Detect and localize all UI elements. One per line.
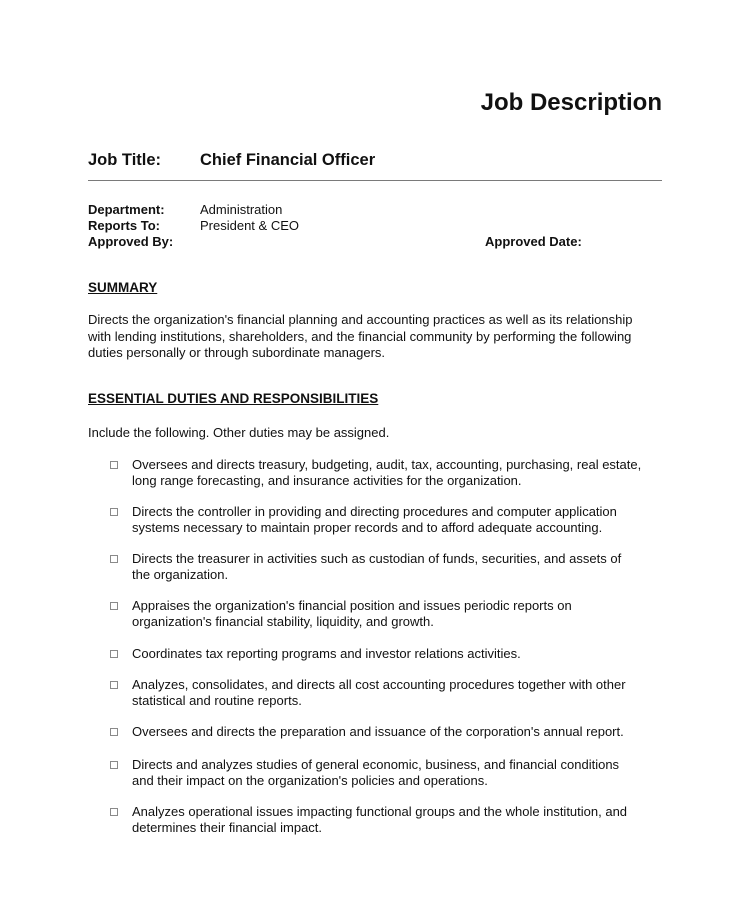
duty-item: [110, 646, 670, 662]
duty-line: Oversees and directs the preparation and issuance of the corporation's annual report.: [132, 724, 624, 739]
duty-line: Directs the treasurer in activities such as custodian of funds, securities, and assets of: [132, 551, 622, 566]
department-value: Administration: [200, 202, 283, 217]
checkbox-bullet-icon: [110, 555, 118, 563]
checkbox-bullet-icon: [110, 728, 118, 736]
department-label: Department:: [88, 202, 165, 217]
duty-line: Appraises the organization's financial position and issues periodic reports on: [132, 598, 572, 613]
summary-line: with lending institutions, shareholders, and the financial community by performing the following: [88, 328, 632, 344]
duty-line: Analyzes, consolidates, and directs all cost accounting procedures together with other: [132, 677, 626, 692]
document-title: Job Description: [480, 89, 662, 116]
duty-line: determines their financial impact.: [132, 820, 323, 835]
duty-item: [110, 457, 670, 489]
reports-to-row: [88, 218, 662, 234]
duty-item: [110, 504, 670, 536]
duty-line: long range forecasting, and insurance activities for the organization.: [132, 473, 522, 488]
checkbox-bullet-icon: [110, 508, 118, 516]
checkbox-bullet-icon: [110, 650, 118, 658]
summary-line: Directs the organization's financial planning and accounting practices as well as its relationship: [88, 312, 633, 327]
duty-item: [110, 757, 670, 789]
approval-row: [88, 234, 662, 250]
duty-line: Coordinates tax reporting programs and investor relations activities.: [132, 646, 521, 661]
duty-line: organization's financial stability, liquidity, and growth.: [132, 614, 434, 629]
reports-to-label: Reports To:: [88, 218, 160, 233]
summary-line: duties personally or through subordinate managers.: [88, 345, 386, 360]
duty-item: [110, 551, 670, 583]
duty-line: systems necessary to maintain proper records and to afford adequate accounting.: [132, 520, 603, 535]
duties-intro: Include the following. Other duties may be assigned.: [88, 425, 390, 440]
duty-line: Directs and analyzes studies of general economic, business, and financial conditions: [132, 757, 620, 772]
duty-line: statistical and routine reports.: [132, 693, 302, 708]
checkbox-bullet-icon: [110, 761, 118, 769]
duty-line: Oversees and directs treasury, budgeting, audit, tax, accounting, purchasing, real estate,: [132, 457, 642, 472]
summary-heading: SUMMARY: [88, 280, 158, 295]
job-meta-block: [88, 202, 662, 250]
duty-line: Analyzes operational issues impacting functional groups and the whole institution, and: [132, 804, 628, 819]
checkbox-bullet-icon: [110, 602, 118, 610]
horizontal-divider: [88, 180, 662, 181]
job-title-value: Chief Financial Officer: [200, 151, 376, 169]
reports-to-value: President & CEO: [200, 218, 299, 233]
duty-item: [110, 677, 670, 709]
job-title-label: Job Title:: [88, 151, 162, 169]
checkbox-bullet-icon: [110, 461, 118, 469]
duties-heading: ESSENTIAL DUTIES AND RESPONSIBILITIES: [88, 391, 379, 406]
checkbox-bullet-icon: [110, 681, 118, 689]
duty-item: [110, 804, 670, 836]
approved-by-label: Approved By:: [88, 234, 174, 249]
department-row: [88, 202, 662, 218]
duty-line: Directs the controller in providing and directing procedures and computer application: [132, 504, 617, 519]
duty-line: the organization.: [132, 567, 229, 582]
duty-item: [110, 598, 670, 630]
checkbox-bullet-icon: [110, 808, 118, 816]
duty-item: [110, 724, 670, 740]
approved-date-label: Approved Date:: [485, 234, 582, 249]
summary-paragraph: [88, 312, 668, 362]
duty-line: and their impact on the organization's policies and operations.: [132, 773, 488, 788]
